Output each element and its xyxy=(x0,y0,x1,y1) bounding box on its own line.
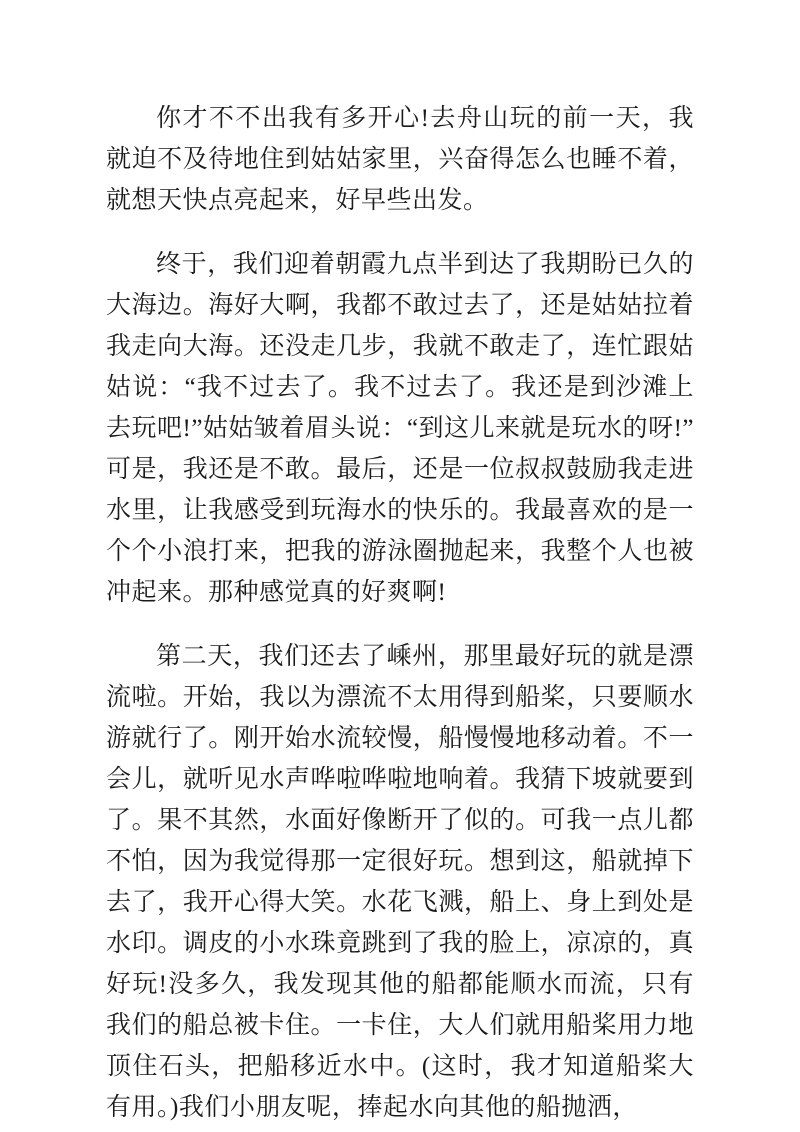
paragraph-3: 第二天，我们还去了嵊州，那里最好玩的就是漂流啦。开始，我以为漂流不太用得到船桨，只要顺水游就行了。刚开始水流较慢，船慢慢地移动着。不一会儿，就听见水声哗啦哗啦地响着。我猜下坡就要到了。果不其然，水面好像断开了似的。可我一点儿都不怕，因为我觉得那一定很好玩。想到这，船就掉下去了，我开心得大笑。水花飞溅，船上、身上到处是水印。调皮的小水珠竟跳到了我的脸上，凉凉的，真好玩!没多久，我发现其他的船都能顺水而流，只有我们的船总被卡住。一卡住，大人们就用船桨用力地顶住石头，把船移近水中。(这时，我才知道船桨大有用。)我们小朋友呢，捧起水向其他的船抛洒， xyxy=(106,643,694,1121)
paragraph-1: 你才不不出我有多开心!去舟山玩的前一天，我就迫不及待地住到姑姑家里，兴奋得怎么也睡不着，就想天快点亮起来，好早些出发。 xyxy=(106,105,694,214)
document-body xyxy=(106,98,694,1128)
paragraph-2: 终于，我们迎着朝霞九点半到达了我期盼已久的大海边。海好大啊，我都不敢过去了，还是姑姑拉着我走向大海。还没走几步，我就不敢走了，连忙跟姑姑说：“我不过去了。我不过去了。我还是到沙滩上去玩吧!”姑姑皱着眉头说：“到这儿来就是玩水的呀!”可是，我还是不敢。最后，还是一位叔叔鼓励我走进水里，让我感受到玩海水的快乐的。我最喜欢的是一个个小浪打来，把我的游泳圈抛起来，我整个人也被冲起来。那种感觉真的好爽啊! xyxy=(106,251,694,606)
